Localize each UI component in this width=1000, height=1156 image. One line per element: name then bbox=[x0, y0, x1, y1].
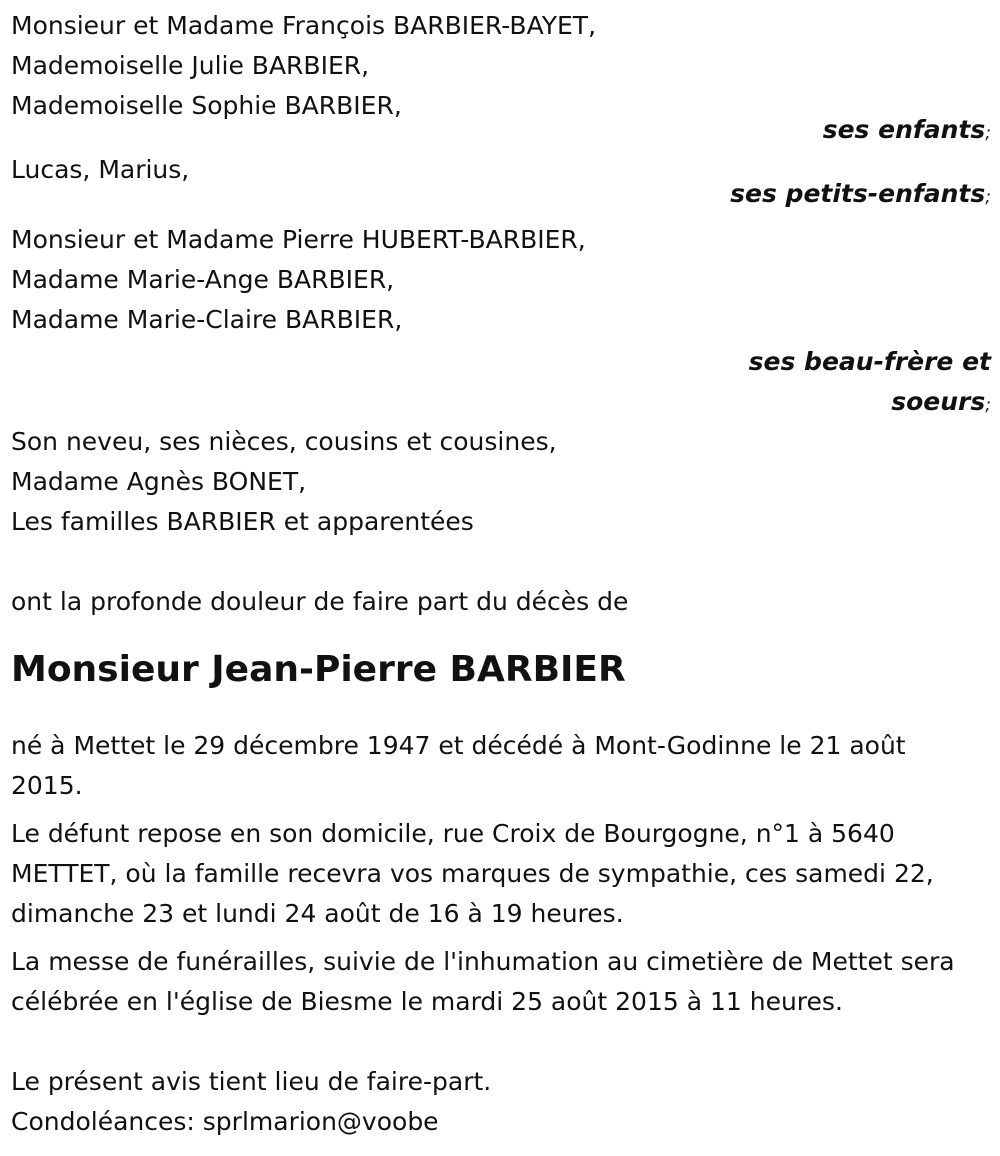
relation-label-text: ses enfants bbox=[822, 115, 986, 144]
family-line: Mademoiselle Sophie BARBIER, bbox=[11, 91, 402, 120]
family-line: Monsieur et Madame Pierre HUBERT-BARBIER, bbox=[11, 225, 586, 254]
obituary-notice bbox=[11, 6, 991, 1142]
family-line: Les familles BARBIER et apparentées bbox=[11, 507, 474, 536]
family-line: Monsieur et Madame François BARBIER-BAYET, bbox=[11, 11, 597, 40]
children-section bbox=[11, 6, 991, 150]
notice-text: Le présent avis tient lieu de faire-part. bbox=[11, 1067, 492, 1096]
siblings-section bbox=[11, 220, 991, 422]
family-line: Madame Marie-Claire BARBIER, bbox=[11, 305, 403, 334]
relation-label-punct: ; bbox=[985, 187, 991, 207]
deceased-name: Monsieur Jean-Pierre BARBIER bbox=[11, 649, 626, 690]
family-line: Lucas, Marius, bbox=[11, 155, 190, 184]
spacer bbox=[11, 542, 991, 582]
birth-death-text: né à Mettet le 29 décembre 1947 et décédé à Mont-Godinne le 21 août 2015. bbox=[11, 731, 906, 800]
relation-label-siblings: ses beau-frère et bbox=[748, 347, 991, 376]
footer-section bbox=[11, 1062, 991, 1142]
relation-label-punct: ; bbox=[985, 395, 991, 415]
relation-label-text: soeurs bbox=[891, 387, 986, 416]
family-line: Mademoiselle Julie BARBIER, bbox=[11, 51, 370, 80]
condolences-text: Condoléances: sprlmarion@voobe bbox=[11, 1107, 439, 1136]
grandchildren-section bbox=[11, 150, 991, 214]
family-line: Madame Agnès BONET, bbox=[11, 467, 307, 496]
announcement-text: ont la profonde douleur de faire part du décès de bbox=[11, 587, 629, 616]
family-line: Madame Marie-Ange BARBIER, bbox=[11, 265, 395, 294]
family-line: Son neveu, ses nièces, cousins et cousines, bbox=[11, 427, 557, 456]
spacer bbox=[11, 1022, 991, 1062]
relation-label-siblings-cont bbox=[11, 382, 991, 422]
others-section bbox=[11, 422, 991, 542]
repose-text: Le défunt repose en son domicile, rue Croix de Bourgogne, n°1 à 5640 METTET, où la famille recevra vos marques de sympathie, ces samedi 22, dimanche 23 et lundi 24 août de 16 à 19 heures. bbox=[11, 819, 934, 928]
funeral-text: La messe de funérailles, suivie de l'inhumation au cimetière de Mettet sera célébrée en l'église de Biesme le mardi 25 août 2015 à 11 heures. bbox=[11, 947, 955, 1016]
details-section bbox=[11, 726, 991, 1022]
relation-label-text: ses petits-enfants bbox=[730, 179, 986, 208]
relation-label-punct: ; bbox=[985, 123, 991, 143]
